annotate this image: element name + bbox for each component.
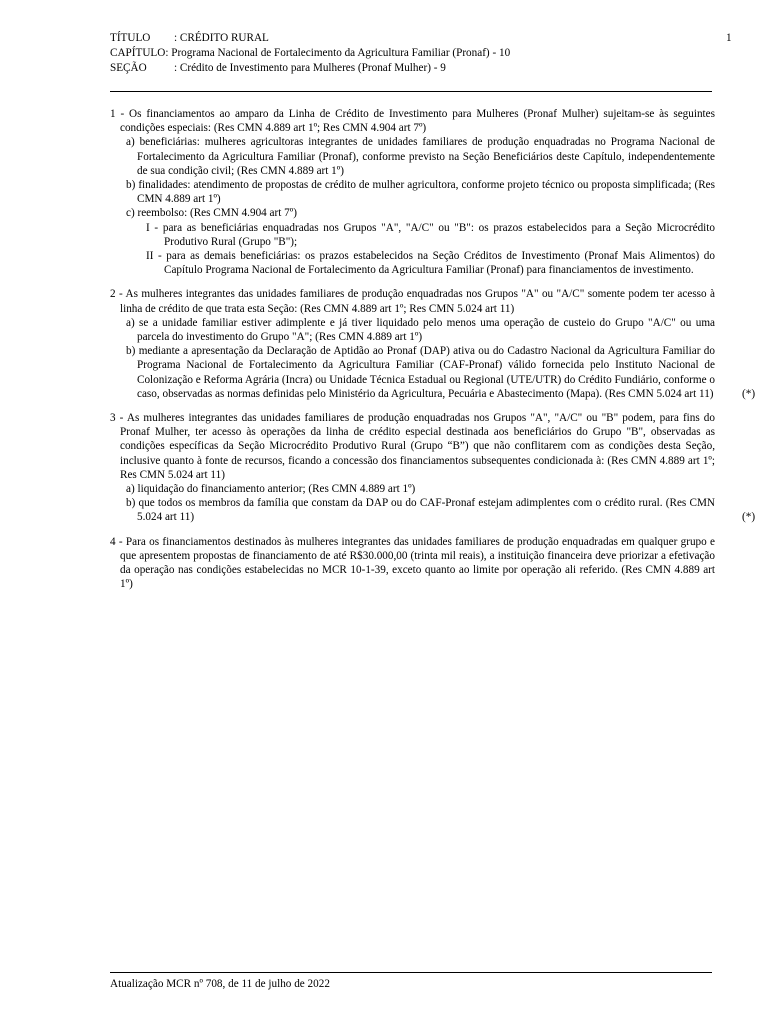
page-number: 1 [726,32,732,44]
item-1-c-ii: II - para as demais beneficiárias: os prazos estabelecidos na Seção Créditos de Investimento (Pronaf Mais Alimentos) do Capítulo Programa Nacional de Fortalecimento da Agricultura Familiar (Pronaf) para financiamentos de investimento. [146,250,715,277]
footer-divider [110,972,712,973]
item-2-change-mark: (*) [742,387,756,400]
item-3-a: a) liquidação do financiamento anterior; (Res CMN 4.889 art 1º) [126,483,416,496]
item-3-text: 3 - As mulheres integrantes das unidades familiares de produção enquadradas nos Grupos "A", "A/C" ou "B" podem, para fins do Pronaf Mulher, ter acesso às operações da linha de crédito especial destinada aos beneficiários do Grupo "B", observadas as condições específicas da Seção Microcrédito Produtivo Rural (Grupo “B”) que não conflitarem com as condições desta Seção, inclusive quanto à fonte de recursos, ficando a concessão dos financiamentos subsequentes condicionada à: (Res CMN 4.889 art 1º; Res CMN 5.024 art 11) [110,412,715,481]
item-3 [110,411,756,525]
item-4 [110,535,715,592]
item-2-b-text: b) mediante a apresentação da Declaração de Aptidão ao Pronaf (DAP) ativa ou do Cadastro Nacional da Agricultura Familiar do Programa Nacional de Fortalecimento da Agricultura Familiar (CAF-Pronaf) válido fornecida pelo Instituto Nacional de Colonização e Reforma Agrária (Incra) ou Unidade Técnica Estadual ou Regional (UTE/UTR) do Crédito Fundiário, conforme o caso, observadas as normas definidas pelo Ministério da Agricultura, Pecuária e Abastecimento (Mapa). (Res CMN 5.024 art 11) [126,345,715,400]
item-1-text: 1 - Os financiamentos ao amparo da Linha de Crédito de Investimento para Mulheres (Pronaf Mulher) sujeitam-se às seguintes condições especiais: (Res CMN 4.889 art 1º; Res CMN 4.904 art 7º) [110,108,715,135]
header-title-row [110,31,715,46]
footer-update-note: Atualização MCR nº 708, de 11 de julho de 2022 [110,978,330,990]
titulo-value: : CRÉDITO RURAL [174,32,269,44]
secao-label: SEÇÃO [110,62,147,74]
secao-value: : Crédito de Investimento para Mulheres (Pronaf Mulher) - 9 [174,62,446,74]
header-section-row [110,61,715,76]
item-1-c-i: I - para as beneficiárias enquadradas nos Grupos "A", "A/C" ou "B": os prazos estabelecidos para a Seção Microcrédito Produtivo Rural (Grupo "B"); [146,221,715,248]
item-2-text: 2 - As mulheres integrantes das unidades familiares de produção enquadradas nos Grupos "A" ou "A/C" somente podem ter acesso à linha de crédito de que trata esta Seção: (Res CMN 4.889 art 1º; Res CMN 5.024 art 11) [110,288,715,315]
capitulo-value: : Programa Nacional de Fortalecimento da Agricultura Familiar (Pronaf) - 10 [165,47,511,59]
item-2 [110,287,756,401]
item-3-b-text: b) que todos os membros da família que constam da DAP ou do CAF-Pronaf estejam adimplentes com o crédito rural. (Res CMN 5.024 art 11) [126,497,715,524]
item-1 [110,107,715,277]
item-1-a: a) beneficiárias: mulheres agricultoras integrantes de unidades familiares de produção enquadradas no Programa Nacional de Fortalecimento da Agricultura Familiar (Pronaf), conforme previsto na Seção Beneficiários deste Capítulo, independentemente de sua condição civil; (Res CMN 4.889 art 1º) [126,136,715,177]
item-3-change-mark: (*) [742,511,756,524]
titulo-label: TÍTULO [110,32,151,44]
capitulo-label: CAPÍTULO [110,47,166,59]
item-1-b: b) finalidades: atendimento de propostas de crédito de mulher agricultora, conforme projeto técnico ou proposta simplificada; (Res CMN 4.889 art 1º) [126,179,715,206]
item-2-a: a) se a unidade familiar estiver adimplente e já tiver liquidado pelo menos uma operação de custeio do Grupo "A/C" ou uma parcela do investimento do Grupo "A"; (Res CMN 4.889 art 1º) [126,316,715,344]
item-1-c: c) reembolso: (Res CMN 4.904 art 7º) [126,207,297,220]
item-2-b [126,344,756,401]
document-header [110,31,715,76]
item-3-b [126,496,756,524]
document-body [110,107,756,602]
header-chapter-row [110,46,715,61]
item-4-text: 4 - Para os financiamentos destinados às mulheres integrantes das unidades familiares de produção enquadradas em qualquer grupo e que apresentem propostas de financiamento de até R$30.000,00 (trinta mil reais), a instituição financeira deve priorizar a efetivação da operação nas condições estabelecidas no MCR 10-1-39, exceto quanto ao limite por operação ali referido. (Res CMN 4.889 art 1º) [110,535,715,591]
header-divider [110,91,712,92]
